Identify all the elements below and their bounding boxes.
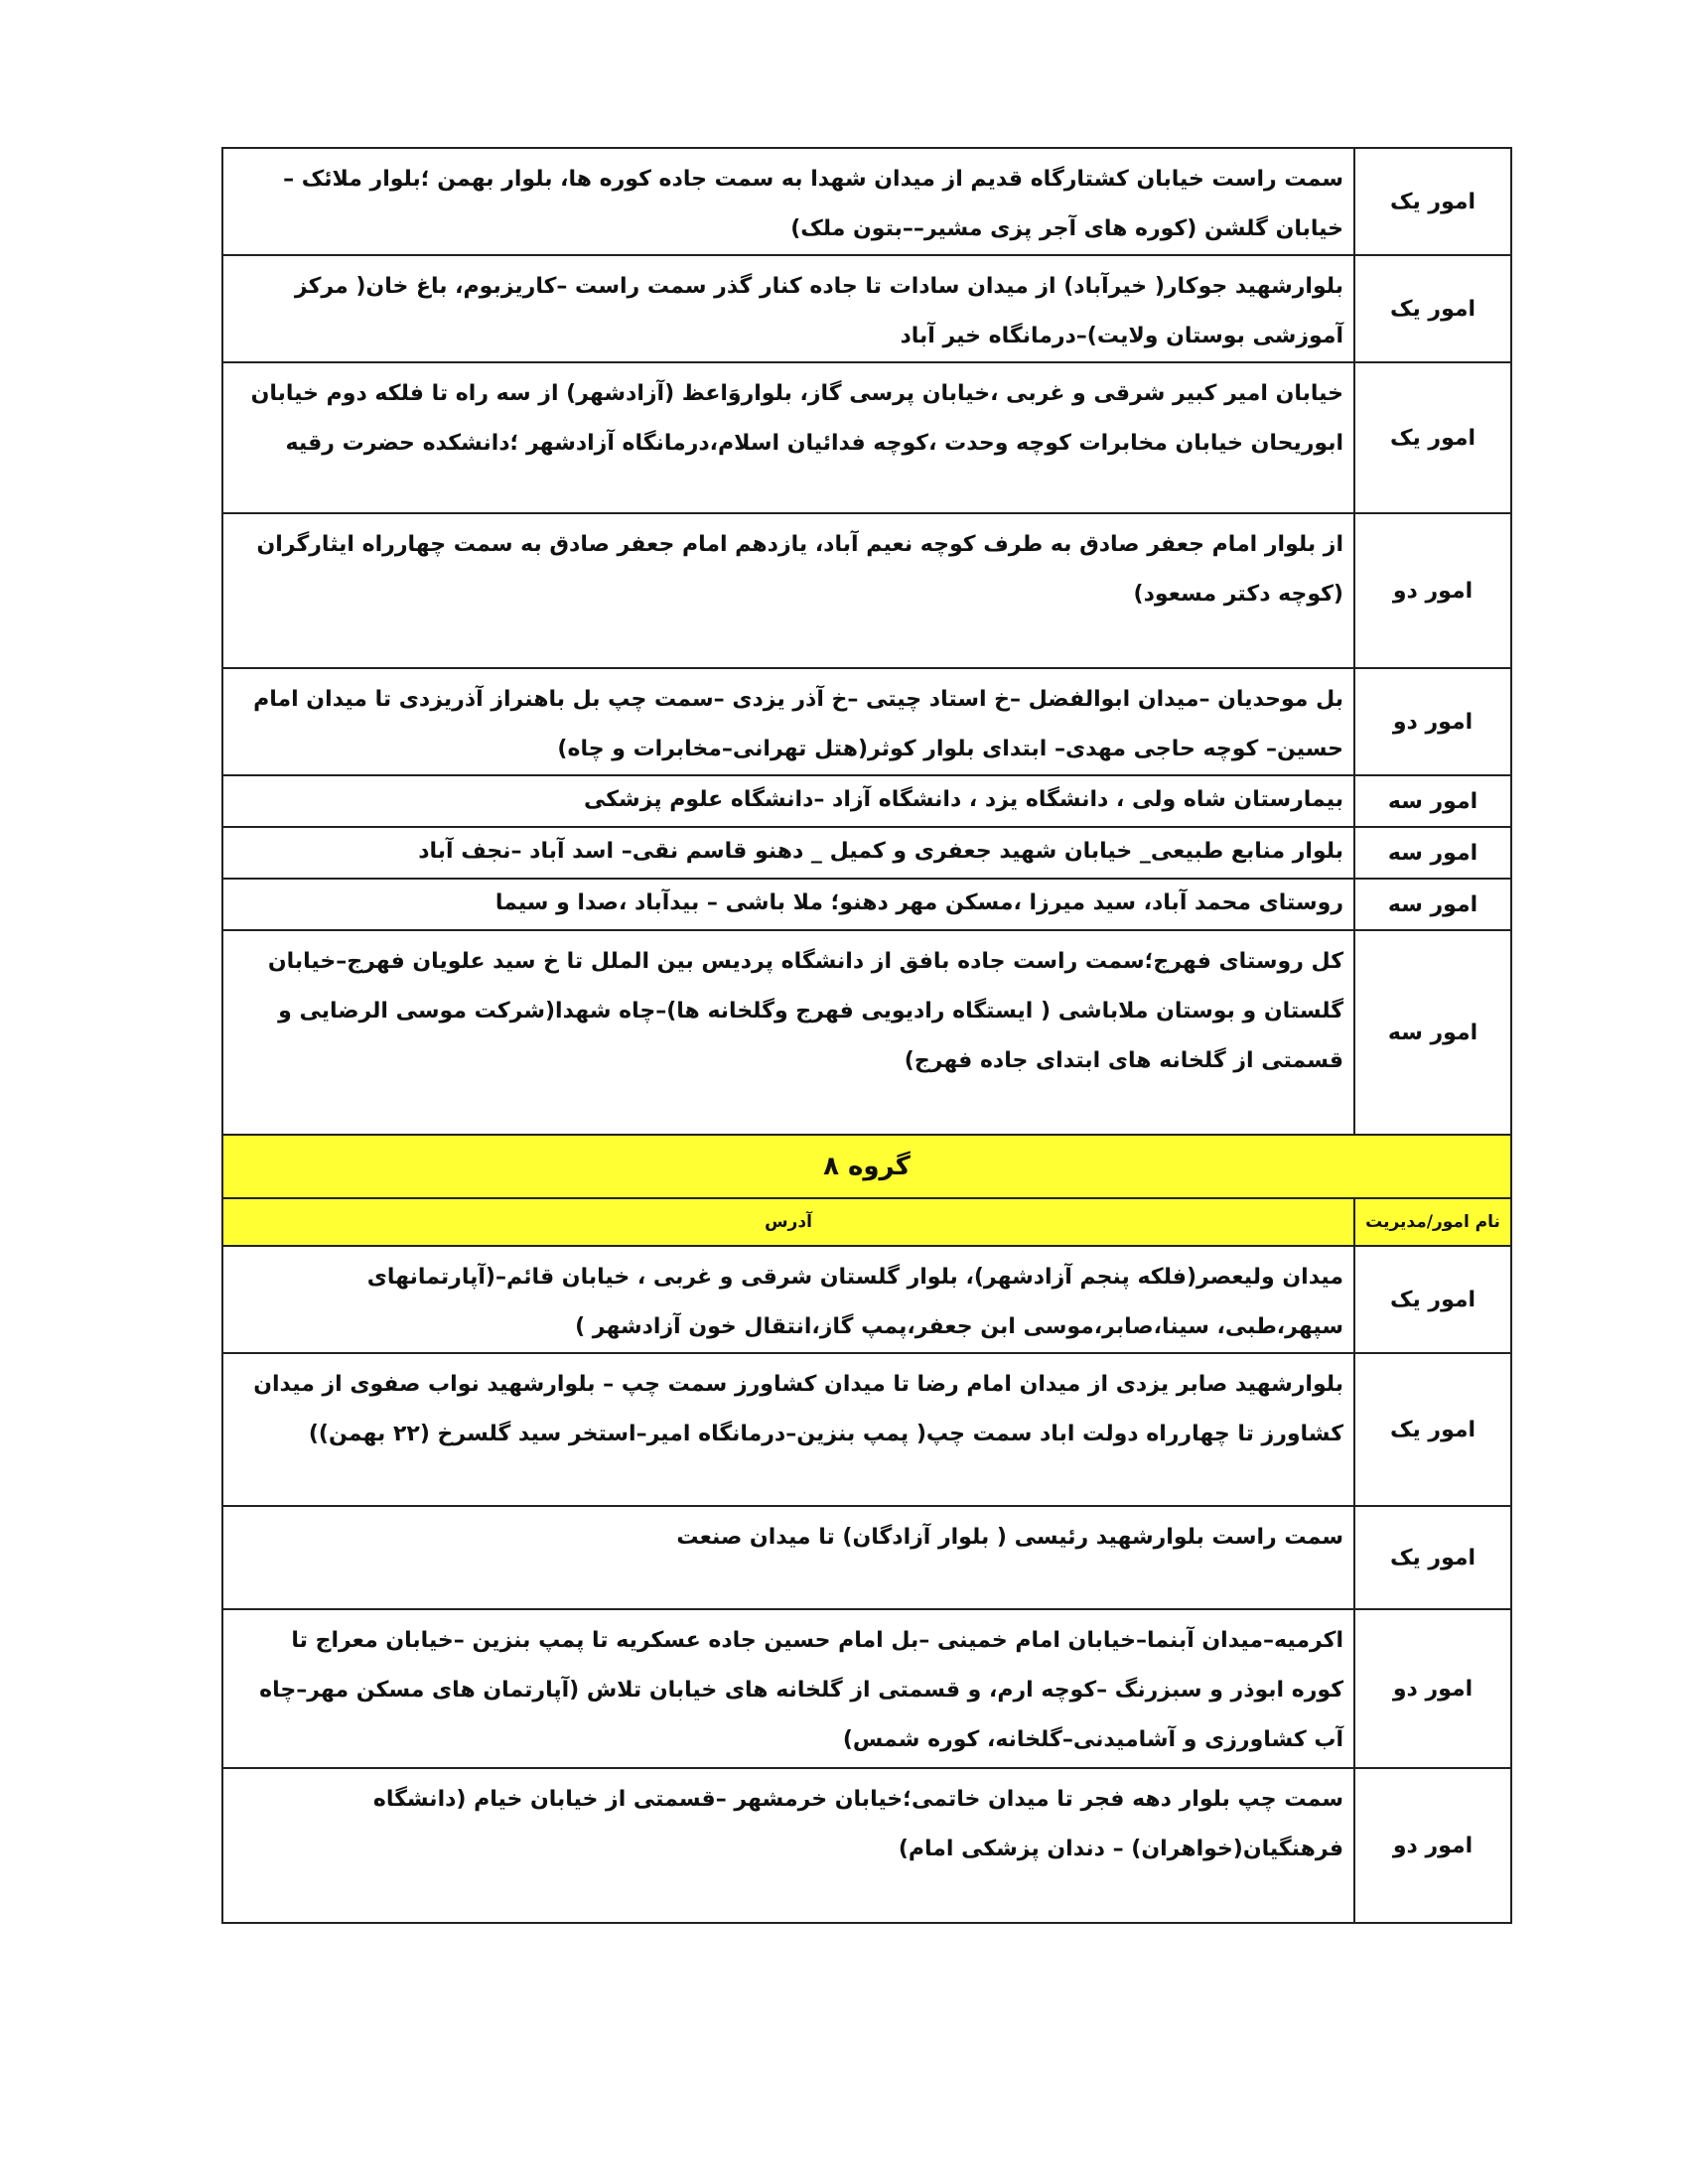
column-header-row xyxy=(222,1198,1511,1246)
area-cell: امور دو xyxy=(1354,513,1511,668)
table-row xyxy=(222,668,1511,775)
address-cell: بلوار منابع طبیعی_ خیابان شهید جعفری و کمیل _ دهنو قاسم نقی– اسد آباد –نجف آباد xyxy=(222,827,1354,879)
group-title: گروه ۸ xyxy=(222,1135,1511,1198)
address-cell: میدان ولیعصر(فلکه پنجم آزادشهر)، بلوار گلستان شرقی و غربی ، خیابان قائم–(آپارتمانهای سپهر،طبی، سینا،صابر،موسی ابن جعفر،پمپ گاز،انتقال خون آزادشهر ) xyxy=(222,1246,1354,1353)
area-cell: امور یک xyxy=(1354,1353,1511,1506)
area-cell: امور سه xyxy=(1354,775,1511,827)
table-row xyxy=(222,775,1511,827)
table-row xyxy=(222,255,1511,362)
address-cell: خیابان امیر کبیر شرقی و غربی ،خیابان پرسی گاز، بلواروَاعظ (آزادشهر) از سه راه تا فلکه دوم خیابان ابوریحان خیابان مخابرات کوچه وحدت ،کوچه فدائیان اسلام،درمانگاه آزادشهر ؛دانشکده حضرت رقیه xyxy=(222,362,1354,513)
area-cell: امور یک xyxy=(1354,1246,1511,1353)
address-cell: از بلوار امام جعفر صادق به طرف کوچه نعیم آباد، یازدهم امام جعفر صادق به سمت چهارراه ایثارگران (کوچه دکتر مسعود) xyxy=(222,513,1354,668)
table-row xyxy=(222,148,1511,255)
address-cell: سمت راست بلوارشهید رئیسی ( بلوار آزادگان) تا میدان صنعت xyxy=(222,1506,1354,1609)
table-row xyxy=(222,1246,1511,1353)
area-cell: امور یک xyxy=(1354,255,1511,362)
area-cell: امور دو xyxy=(1354,668,1511,775)
table-row xyxy=(222,1768,1511,1923)
area-cell: امور یک xyxy=(1354,362,1511,513)
table-row xyxy=(222,362,1511,513)
table-row xyxy=(222,1506,1511,1609)
area-cell: امور دو xyxy=(1354,1768,1511,1923)
column-header-address: آدرس xyxy=(222,1198,1354,1246)
table-row xyxy=(222,930,1511,1135)
address-cell: بلوارشهید جوکار( خیرآباد) از میدان سادات تا جاده کنار گذر سمت راست –کاریزبوم، باغ خان( مرکز آموزشی بوستان ولایت)–درمانگاه خیر آباد xyxy=(222,255,1354,362)
address-cell: اکرمیه–میدان آبنما–خیابان امام خمینی –بل امام حسین جاده عسکریه تا پمپ بنزین –خیابان معراج تا کوره ابوذر و سبزرنگ –کوچه ارم، و قسمتی از گلخانه های خیابان تلاش (آپارتمان های مسکن مهر–چاه آب کشاورزی و آشامیدنی–گلخانه، کوره شمس) xyxy=(222,1609,1354,1768)
area-cell: امور سه xyxy=(1354,827,1511,879)
address-cell: سمت چپ بلوار دهه فجر تا میدان خاتمی؛خیابان خرمشهر –قسمتی از خیابان خیام (دانشگاه فرهنگیان(خواهران) – دندان پزشکی امام) xyxy=(222,1768,1354,1923)
area-cell: امور سه xyxy=(1354,879,1511,930)
address-cell: سمت راست خیابان کشتارگاه قدیم از میدان شهدا به سمت جاده کوره ها، بلوار بهمن ؛بلوار ملائک –خیابان گلشن (کوره های آجر پزی مشیر––بتون ملک) xyxy=(222,148,1354,255)
table-row xyxy=(222,513,1511,668)
address-cell: بل موحدیان –میدان ابوالفضل –خ استاد چیتی –خ آذر یزدی –سمت چپ بل باهنراز آذریزدی تا میدان امام حسین– کوچه حاجی مهدی– ابتدای بلوار کوثر(هتل تهرانی–مخابرات و چاه) xyxy=(222,668,1354,775)
table-row xyxy=(222,827,1511,879)
area-cell: امور دو xyxy=(1354,1609,1511,1768)
address-cell: کل روستای فهرج؛سمت راست جاده بافق از دانشگاه پردیس بین الملل تا خ سید علویان فهرج–خیابان گلستان و بوستان ملاباشی ( ایستگاه رادیویی فهرج وگلخانه ها)–چاه شهدا(شرکت موسی الرضایی و قسمتی از گلخانه های ابتدای جاده فهرج) xyxy=(222,930,1354,1135)
group-title-row xyxy=(222,1135,1511,1198)
table-row xyxy=(222,1609,1511,1768)
address-cell: روستای محمد آباد، سید میرزا ،مسکن مهر دهنو؛ ملا باشی – بیدآباد ،صدا و سیما xyxy=(222,879,1354,930)
table-row xyxy=(222,879,1511,930)
address-table xyxy=(221,147,1512,1924)
address-cell: بیمارستان شاه ولی ، دانشگاه یزد ، دانشگاه آزاد –دانشگاه علوم پزشکی xyxy=(222,775,1354,827)
area-cell: امور یک xyxy=(1354,148,1511,255)
area-cell: امور یک xyxy=(1354,1506,1511,1609)
address-cell: بلوارشهید صابر یزدی از میدان امام رضا تا میدان کشاورز سمت چپ – بلوارشهید نواب صفوی از میدان کشاورز تا چهارراه دولت اباد سمت چپ( پمپ بنزین–درمانگاه امیر–استخر سید گلسرخ (۲۲ بهمن)) xyxy=(222,1353,1354,1506)
area-cell: امور سه xyxy=(1354,930,1511,1135)
page xyxy=(221,147,1512,1924)
table-row xyxy=(222,1353,1511,1506)
column-header-area: نام امور/مدیریت xyxy=(1354,1198,1511,1246)
